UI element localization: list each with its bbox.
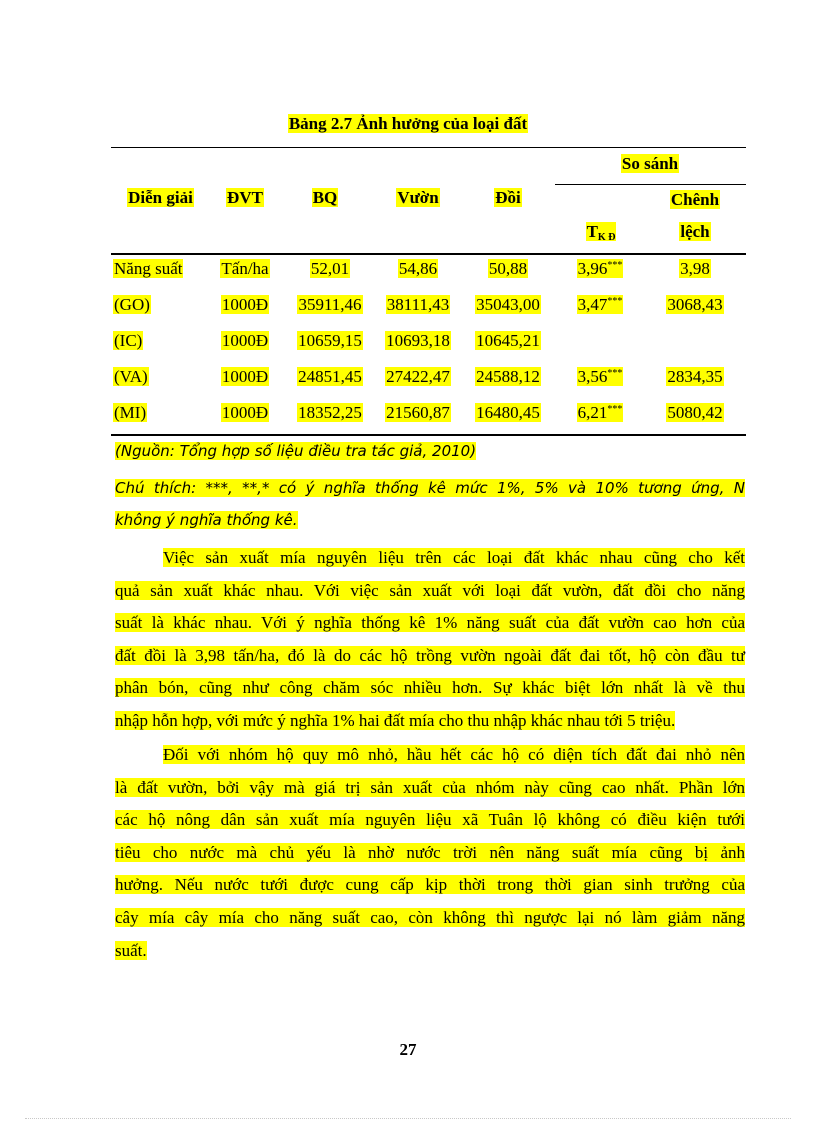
- table-cell-unit: 1000Đ: [221, 403, 269, 422]
- paragraph-2: [115, 739, 745, 967]
- header-so-sanh: So sánh: [621, 154, 679, 173]
- header-chenh: Chênh: [670, 190, 720, 209]
- paragraph-line: tiêu cho nước mà chủ yếu là nhờ nước trời nên năng suất mía cũng bị ảnh: [115, 842, 745, 862]
- page-bottom-border: [25, 1118, 791, 1119]
- table-cell-unit: 1000Đ: [221, 367, 269, 386]
- table-cell-label: (IC): [114, 331, 143, 350]
- header-lech: lệch: [680, 222, 710, 241]
- table-cell-doi: 16480,45: [476, 403, 540, 422]
- source-note: (Nguồn: Tổng hợp số liệu điều tra tác giả, 2010): [115, 442, 477, 460]
- table-cell-diff: 5080,42: [667, 403, 723, 422]
- table-cell-t: 6,21***: [577, 403, 623, 422]
- table-cell-label: (MI): [114, 403, 147, 422]
- table-cell-unit: Tấn/ha: [221, 259, 269, 278]
- table-cell-doi: 10645,21: [476, 331, 540, 350]
- table-cell-bq: 35911,46: [298, 295, 362, 314]
- table-cell-bq: 24851,45: [298, 367, 362, 386]
- paragraph-line: là đất vườn, bởi vậy mà giá trị sản xuất của nhóm này cũng cao nhất. Phần lớn: [115, 777, 745, 797]
- header-dien-giai: Diễn giải: [128, 188, 193, 207]
- paragraph-line: cây mía cây mía cho năng suất cao, còn không thì ngược lại nó làm giảm năng: [115, 907, 745, 927]
- table-cell-doi: 24588,12: [476, 367, 540, 386]
- table-cell-bq: 10659,15: [298, 331, 362, 350]
- notes-line-2: không ý nghĩa thống kê.: [115, 511, 298, 529]
- table-cell-doi: 35043,00: [476, 295, 540, 314]
- header-doi: Đồi: [495, 188, 521, 207]
- so-sanh-rule: [555, 184, 746, 185]
- paragraph-line: suất là khác nhau. Với ý nghĩa thống kê 1% năng suất của đất vườn cao hơn của: [115, 613, 745, 633]
- table-cell-bq: 18352,25: [298, 403, 362, 422]
- header-tkd: $T_{K Đ}$: [586, 222, 616, 243]
- table-cell-vuon: 10693,18: [386, 331, 450, 350]
- paragraph-line: suất.: [115, 940, 147, 960]
- table-cell-diff: 3,98: [680, 259, 710, 278]
- table-cell-diff: 3068,43: [667, 295, 723, 314]
- table-cell-unit: 1000Đ: [221, 295, 269, 314]
- table-cell-label: (VA): [114, 367, 148, 386]
- table-cell-vuon: 21560,87: [386, 403, 450, 422]
- table-cell-vuon: 38111,43: [386, 295, 450, 314]
- paragraph-line: phân bón, cũng như công chăm sóc nhiều hơn. Sự khác biệt lớn nhất là về thu: [115, 678, 745, 698]
- page-number: 27: [399, 1040, 417, 1059]
- table-top-rule: [111, 147, 746, 148]
- header-dvt: ĐVT: [227, 188, 263, 207]
- paragraph-line: nhập hỗn hợp, với mức ý nghĩa 1% hai đất mía cho thu nhập khác nhau tới 5 triệu.: [115, 710, 676, 730]
- paragraph-line: đất đồi là 3,98 tấn/ha, đó là do các hộ trồng vườn ngoài đất đai tốt, hộ còn đầu tư: [115, 645, 745, 665]
- paragraph-line: các hộ nông dân sản xuất mía nguyên liệu xã Tuân lộ không có điều kiện tưới: [115, 810, 745, 830]
- table-bottom-rule: [111, 434, 746, 436]
- paragraph-line: Việc sản xuất mía nguyên liệu trên các loại đất khác nhau cũng cho kết: [163, 548, 745, 567]
- paragraph-line: quả sản xuất khác nhau. Với việc sản xuất với loại đất vườn, đất đồi cho năng: [115, 580, 745, 600]
- notes-line-1: Chú thích: ***, **,* có ý nghĩa thống kê mức 1%, 5% và 10% tương ứng, N: [115, 479, 745, 497]
- table-cell-vuon: 27422,47: [386, 367, 450, 386]
- table-cell-bq: 52,01: [310, 259, 350, 278]
- header-bq: BQ: [312, 188, 338, 207]
- paragraph-line: Đối với nhóm hộ quy mô nhỏ, hầu hết các hộ có diện tích đất đai nhỏ nên: [163, 745, 745, 764]
- table-cell-t: 3,56***: [577, 367, 623, 386]
- paragraph-line: hưởng. Nếu nước tưới được cung cấp kịp thời trong thời gian sinh trưởng của: [115, 875, 745, 895]
- paragraph-1: [115, 542, 745, 738]
- table-cell-label: (GO): [114, 295, 150, 314]
- table-cell-vuon: 54,86: [398, 259, 438, 278]
- table-caption: Bảng 2.7 Ảnh hưởng của loại đất: [288, 114, 528, 133]
- table-cell-label: Năng suất: [114, 259, 183, 278]
- header-bottom-rule: [111, 253, 746, 255]
- table-cell-diff: 2834,35: [667, 367, 723, 386]
- header-vuon: Vườn: [397, 188, 439, 207]
- table-cell-unit: 1000Đ: [221, 331, 269, 350]
- table-cell-doi: 50,88: [488, 259, 528, 278]
- table-cell-t: 3,47***: [577, 295, 623, 314]
- table-cell-t: 3,96***: [577, 259, 623, 278]
